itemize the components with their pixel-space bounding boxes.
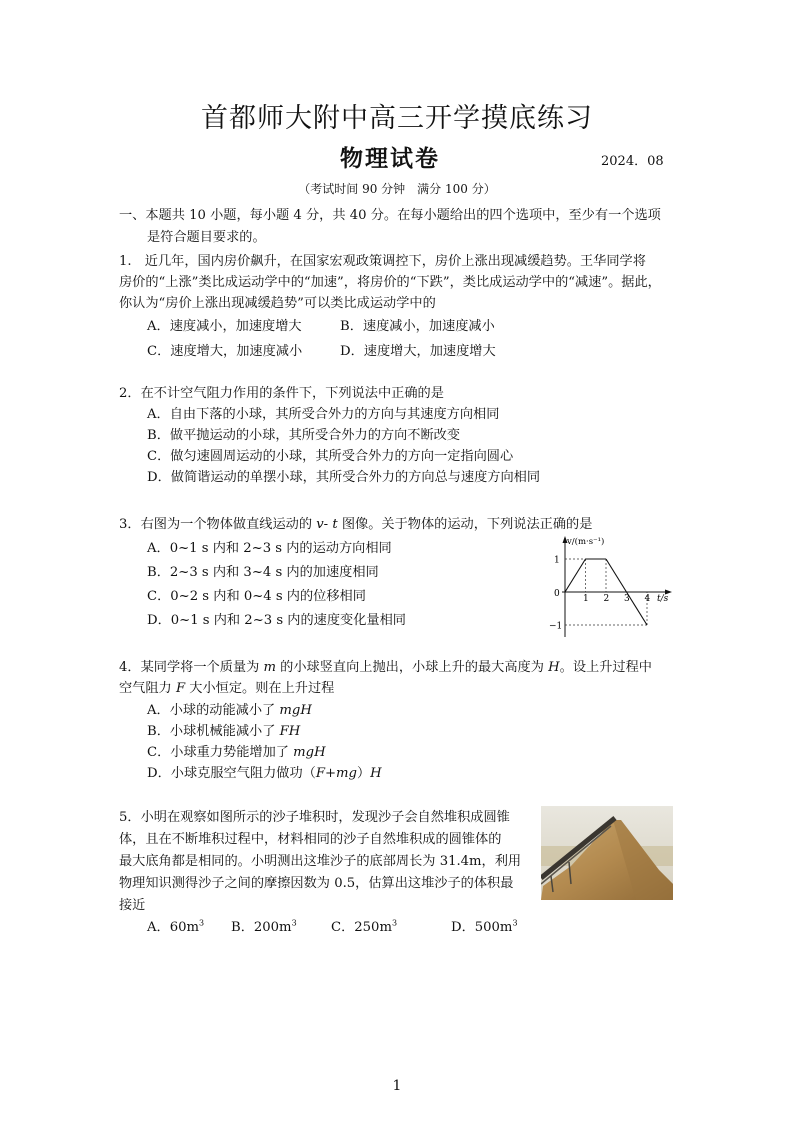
- q3-stem-end: 图像。关于物体的运动，下列说法正确的是: [337, 517, 593, 532]
- option-math: F+mg: [315, 766, 357, 781]
- x-tick-label: 3: [624, 594, 630, 604]
- option-math: mgH: [293, 745, 326, 760]
- q3-stem-start: 3．右图为一个物体做直线运动的: [119, 517, 317, 532]
- q4-option-c: [147, 741, 326, 760]
- q2-option-a: A．自由下落的小球，其所受合外力的方向与其速度方向相同: [147, 407, 500, 422]
- q5-option-a: [147, 916, 204, 935]
- sand-pile-photo: [541, 806, 673, 900]
- option-text: B．小球机械能减小了: [147, 724, 280, 739]
- exam-subtitle: 物理试卷: [340, 145, 440, 172]
- q4-text: 。设上升过程中: [559, 660, 652, 675]
- q4-stem-line1: [119, 656, 652, 675]
- q2-stem: 2．在不计空气阻力作用的条件下，下列说法中正确的是: [119, 386, 444, 401]
- option-text: D．小球克服空气阻力做功（: [147, 766, 316, 781]
- q1-stem-line2: 房价的“上涨”类比成运动学中的“加速”，将房价的“下跌”，类比成运动学中的“减速”。据此，: [119, 275, 661, 290]
- option-math: mgH: [279, 703, 312, 718]
- option-text: A．小球的动能减小了: [147, 703, 280, 718]
- option-superscript: 3: [391, 918, 398, 928]
- q5-stem-line2: 体，且在不断堆积过程中，材料相同的沙子自然堆积成的圆锥体的: [119, 832, 502, 847]
- q5-option-d: [451, 916, 518, 935]
- q2-option-c: C．做匀速圆周运动的小球，其所受合外力的方向一定指向圆心: [147, 449, 514, 464]
- velocity-segment: [565, 559, 586, 592]
- option-text: B．200m: [231, 920, 292, 935]
- q3-stem: [119, 513, 592, 532]
- q3-option-d: D．0~1 s 内和 2~3 s 内的速度变化量相同: [147, 613, 406, 628]
- q4-stem-line2: [119, 677, 334, 696]
- page-number: 1: [392, 1078, 402, 1094]
- section-heading-line2: 是符合题目要求的。: [147, 230, 266, 245]
- y-tick-label: −1: [549, 621, 563, 632]
- x-tick-label: 2: [603, 594, 610, 604]
- q4-var-h: H: [548, 660, 560, 675]
- q5-option-c: [331, 916, 397, 935]
- q4-text: 空气阻力: [119, 681, 176, 696]
- section-heading-line1: 一、本题共 10 小题，每小题 4 分，共 40 分。在每小题给出的四个选项中，至少有一个选项: [119, 208, 661, 223]
- q1-stem-line3: 你认为“房价上涨出现减缓趋势”可以类比成运动学中的: [119, 296, 436, 311]
- q4-text: 的小球竖直向上抛出，小球上升的最大高度为: [275, 660, 549, 675]
- q5-option-b: [231, 916, 297, 935]
- q5-stem-line3: 最大底角都是相同的。小明测出这堆沙子的底部周长为 31.4m，利用: [119, 854, 522, 869]
- q3-option-c: C．0~2 s 内和 0~4 s 内的位移相同: [147, 589, 366, 604]
- option-superscript: 3: [512, 918, 518, 928]
- q1-option-c: C．速度增大，加速度减小: [147, 344, 303, 359]
- q4-var-f: F: [175, 681, 186, 696]
- chart-axes: [562, 536, 672, 637]
- option-superscript: 3: [291, 918, 297, 928]
- velocity-segment: [606, 559, 627, 592]
- option-math: H: [370, 766, 382, 781]
- option-math: FH: [279, 724, 301, 739]
- x-axis-label: t/s: [657, 594, 669, 604]
- exam-title: 首都师大附中高三开学摸底练习: [201, 103, 593, 134]
- option-text: D．500m: [451, 920, 513, 935]
- q3-option-a: A．0~1 s 内和 2~3 s 内的运动方向相同: [147, 541, 392, 556]
- x-tick-label: 1: [583, 594, 589, 604]
- q5-stem-line1: 5．小明在观察如图所示的沙子堆积时，发现沙子会自然堆积成圆锥: [119, 810, 510, 825]
- q4-text: 4．某同学将一个质量为: [119, 660, 264, 675]
- q4-var-m: m: [263, 660, 276, 675]
- chart-labels: [549, 536, 669, 632]
- exam-date: 2024．08: [601, 154, 664, 169]
- q1-stem-line1: 1. 近几年，国内房价飙升，在国家宏观政策调控下，房价上涨出现减缓趋势。王华同学将: [119, 254, 646, 269]
- q1-option-d: D．速度增大，加速度增大: [340, 344, 496, 359]
- x-tick-label: 4: [644, 594, 651, 604]
- option-text: ）: [356, 766, 371, 781]
- option-text: A．60m: [147, 920, 199, 935]
- q1-option-a: A．速度减小，加速度增大: [147, 319, 302, 334]
- q3-option-b: B．2~3 s 内和 3~4 s 内的加速度相同: [147, 565, 379, 580]
- q4-option-d: [147, 762, 382, 781]
- q4-option-b: [147, 720, 300, 739]
- q2-option-d: D．做简谐运动的单摆小球，其所受合外力的方向总与速度方向相同: [147, 470, 541, 485]
- vt-graph: [545, 533, 675, 643]
- q5-stem-line5: 接近: [119, 898, 146, 913]
- option-text: C．小球重力势能增加了: [147, 745, 294, 760]
- exam-duration: （考试时间 90 分钟 满分 100 分）: [298, 182, 496, 196]
- option-superscript: 3: [199, 918, 205, 928]
- q4-option-a: [147, 699, 312, 718]
- q2-option-b: B．做平抛运动的小球，其所受合外力的方向不断改变: [147, 428, 461, 443]
- q4-text: 大小恒定。则在上升过程: [185, 681, 335, 696]
- q3-stem-variable: v- t: [316, 517, 338, 532]
- q1-option-b: B．速度减小，加速度减小: [340, 319, 495, 334]
- y-tick-label: 0: [554, 589, 560, 599]
- q5-stem-line4: 物理知识测得沙子之间的摩擦因数为 0.5，估算出这堆沙子的体积最: [119, 876, 514, 891]
- y-axis-label: v/(m·s⁻¹): [567, 537, 605, 547]
- y-tick-label: 1: [554, 555, 560, 566]
- option-text: C．250m: [331, 920, 392, 935]
